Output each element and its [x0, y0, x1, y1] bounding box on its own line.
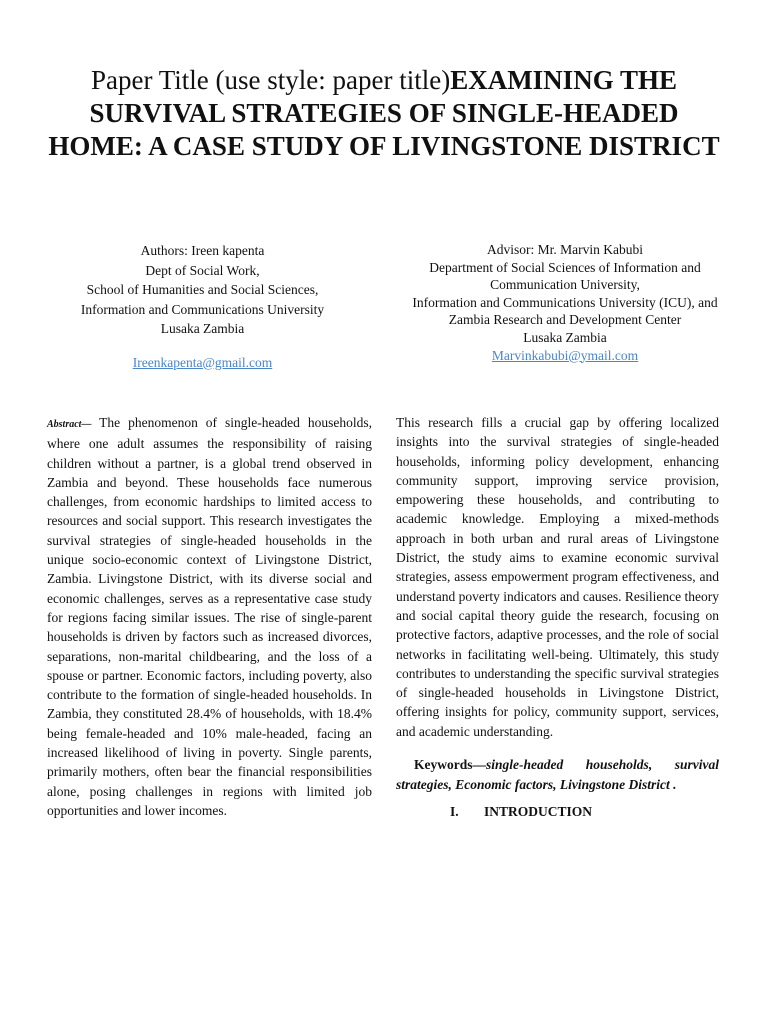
title-main: EXAMINING THE SURVIVAL STRATEGIES OF SINGLE-HEADED HOME: A CASE STUDY OF LIVINGSTONE DISTRICT	[48, 65, 720, 161]
section-number: I.	[450, 804, 459, 820]
author-email-link[interactable]: Ireenkapenta@gmail.com	[132, 354, 273, 370]
advisor-department: Department of Social Sciences of Information and Communication University,	[429, 259, 701, 293]
abstract-label: Abstract—	[47, 419, 92, 430]
keywords-label: Keywords—	[414, 757, 486, 773]
advisor-name: Advisor: Mr. Marvin Kabubi	[487, 242, 643, 257]
abstract-column-left	[47, 413, 372, 820]
abstract-column-right	[396, 413, 719, 821]
advisor-block	[398, 241, 732, 364]
author-school: School of Humanities and Social Sciences,	[86, 282, 319, 297]
keywords-text: single-headed households, survival strategies, Economic factors, Livingstone District .	[396, 757, 719, 792]
paper-title	[40, 64, 728, 163]
author-university: Information and Communications University	[80, 301, 325, 317]
author-name: Authors: Ireen kapenta	[140, 243, 265, 258]
advisor-email-link[interactable]: Marvinkabubi@ymail.com	[491, 347, 639, 363]
keywords	[396, 755, 719, 794]
advisor-location: Lusaka Zambia	[523, 329, 607, 345]
advisor-institutions: Information and Communications University (ICU), and Zambia Research and Development Center	[412, 294, 718, 328]
author-block	[40, 241, 365, 372]
author-department: Dept of Social Work,	[145, 262, 260, 278]
title-style-note: Paper Title (use style: paper title)	[91, 65, 451, 95]
abstract-text-left: The phenomenon of single-headed households, where one adult assumes the responsibility of raising children without a partner, is a global trend observed in Zambia and beyond. These households face numerous challenges, from economic hardships to limited access to resources and social support. This research investigates the survival strategies of single-headed households in the unique socio-economic context of Livingstone District, Zambia. Livingstone District, with its diverse social and economic challenges, serves as a representative case study for regions facing similar issues. The rise of single-parent households is driven by factors such as increased divorces, separations, non-marital childbearing, and the loss of a spouse or partner. Economic factors, including poverty, also contribute to the formation of single-headed households. In Zambia, they constituted 28.4% of households, with 18.4% being female-headed and 10% male-headed, facing an increased likelihood of living in poverty. Single parents, primarily mothers, often bear the financial responsibilities alone, posing challenges in regions with limited job opportunities and lower incomes.	[47, 415, 372, 818]
section-title: INTRODUCTION	[484, 804, 593, 820]
abstract-text-right: This research fills a crucial gap by offering localized insights into the survival strategies of single-headed households, informing policy development, enhancing community support, improving service provision, empowering these households, and contributing to academic knowledge. Employing a mixed-methods approach in both urban and rural areas of Livingstone District, the study aims to examine economic survival strategies, assess empowerment program effectiveness, and understand poverty indicators and causes. Resilience theory and social capital theory guide the research, focusing on protective factors, adaptive processes, and the role of social networks in facilitating well-being. Ultimately, this study contributes to understanding the specific survival strategies of single-headed households in Livingstone District, offering insights for policy, community support, services, and academic understanding.	[396, 415, 719, 739]
section-heading-introduction	[396, 802, 719, 821]
author-location: Lusaka Zambia	[160, 321, 245, 336]
